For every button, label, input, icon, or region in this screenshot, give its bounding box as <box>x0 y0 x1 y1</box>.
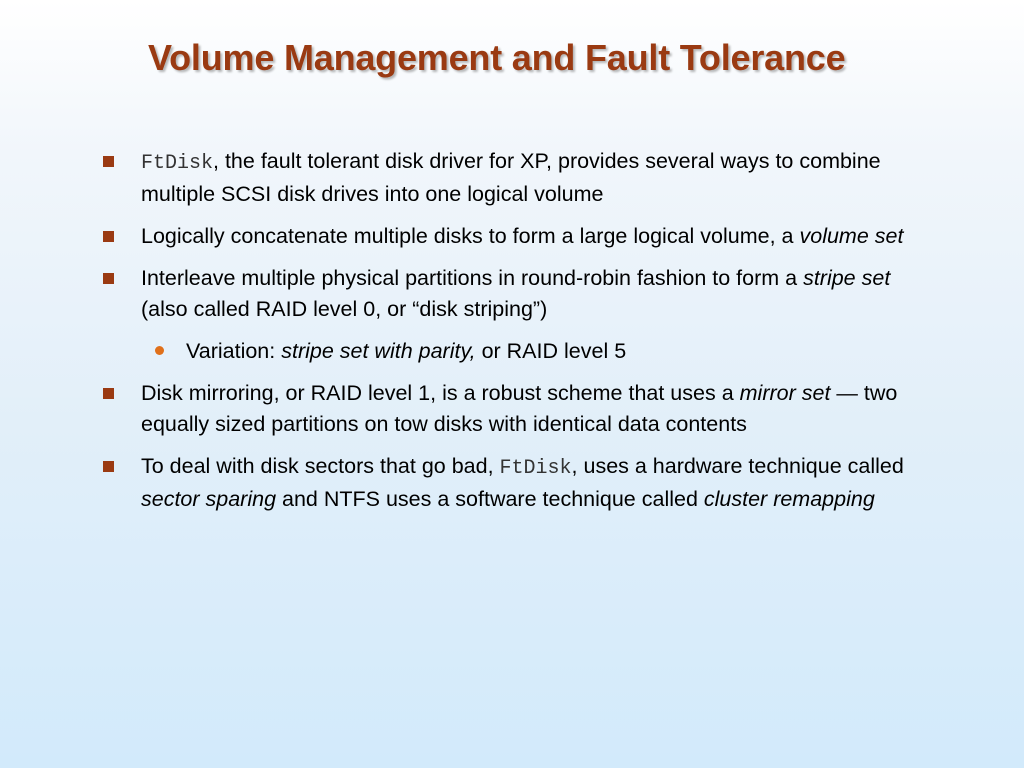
code-ftdisk: FtDisk <box>499 457 572 480</box>
bullet-text-middle-2: and NTFS uses a software technique called <box>276 487 704 511</box>
square-bullet-icon <box>103 388 114 399</box>
slide-title: Volume Management and Fault Tolerance <box>148 37 846 78</box>
round-bullet-icon <box>155 346 164 355</box>
bullet-list <box>0 146 1024 526</box>
bullet-text: Logically concatenate multiple disks to form a large logical volume, a <box>141 224 800 248</box>
bullet-text-after: — two equally sized partitions on tow disks with identical data contents <box>141 381 898 436</box>
term-sector-sparing: sector sparing <box>141 487 277 511</box>
bullet-text-middle: , uses a hardware technique called <box>571 454 904 478</box>
term-mirror-set: mirror set <box>739 381 831 405</box>
code-ftdisk: FtDisk <box>141 152 214 175</box>
bullet-text: , the fault tolerant disk driver for XP, provides several ways to combine multiple SCSI disk drives into one logical volume <box>141 149 881 206</box>
square-bullet-icon <box>103 231 114 242</box>
term-stripe-set: stripe set <box>803 266 891 290</box>
sub-bullet-item-parity <box>186 336 946 367</box>
square-bullet-icon <box>103 461 114 472</box>
square-bullet-icon <box>103 156 114 167</box>
bullet-item-ftdisk <box>141 146 941 210</box>
bullet-item-mirror-set <box>141 378 941 440</box>
term-stripe-set-parity: stripe set with parity, <box>281 339 476 363</box>
bullet-text: Interleave multiple physical partitions in round-robin fashion to form a <box>141 266 804 290</box>
term-cluster-remapping: cluster remapping <box>703 487 875 511</box>
bullet-item-bad-sectors <box>141 451 941 515</box>
bullet-item-stripe-set <box>141 263 941 325</box>
sub-bullet-text: Variation: <box>186 339 282 363</box>
bullet-text: To deal with disk sectors that go bad, <box>141 454 500 478</box>
bullet-text-after: (also called RAID level 0, or “disk striping”) <box>141 297 548 321</box>
square-bullet-icon <box>103 273 114 284</box>
bullet-item-volume-set <box>141 221 941 252</box>
sub-bullet-text-after: or RAID level 5 <box>475 339 627 363</box>
term-volume-set: volume set <box>799 224 904 248</box>
bullet-text: Disk mirroring, or RAID level 1, is a robust scheme that uses a <box>141 381 740 405</box>
